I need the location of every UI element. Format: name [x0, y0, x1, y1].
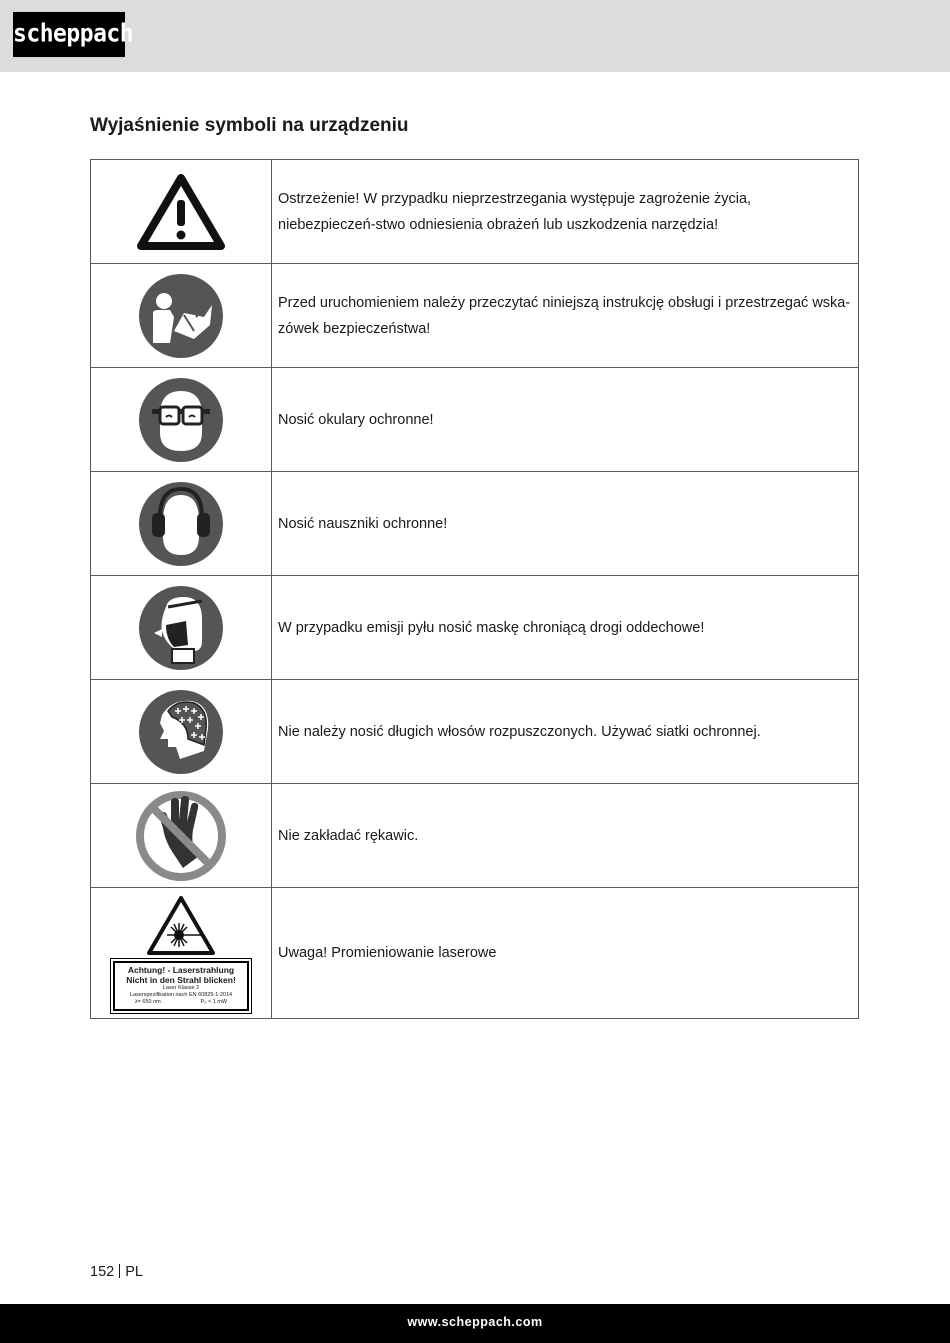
icon-cell	[91, 680, 272, 784]
laser-label-line: Nicht in den Strahl blicken!	[126, 975, 236, 985]
table-row	[91, 368, 859, 472]
page-title: Wyjaśnienie symboli na urządzeniu	[90, 115, 409, 136]
icon-cell	[91, 264, 272, 368]
laser-label-line: Achtung! - Laserstrahlung	[127, 965, 235, 975]
laser-wavelength: λ= 650 nm	[134, 999, 161, 1005]
page-language: PL	[125, 1264, 143, 1280]
icon-cell	[91, 368, 272, 472]
table-row	[91, 888, 859, 1019]
table-row	[91, 264, 859, 368]
laser-label-specs	[115, 999, 247, 1006]
symbol-description: Nie zakładać rękawic.	[272, 784, 859, 888]
hair-net-icon	[138, 689, 224, 775]
icon-cell	[91, 888, 272, 1019]
laser-warning-icon	[146, 895, 216, 957]
ear-protection-icon	[138, 481, 224, 567]
warning-triangle-icon	[136, 172, 226, 252]
page-footer	[0, 1304, 950, 1343]
symbol-description: Nosić nauszniki ochronne!	[272, 472, 859, 576]
symbol-description: Uwaga! Promieniowanie laserowe	[272, 888, 859, 1019]
laser-class-label	[113, 961, 249, 1011]
symbol-description: Ostrzeżenie! W przypadku nieprzestrzegania występuje zagrożenie życia, niebezpieczeń-stwo odniesienia obrażeń lub uszkodzenia narzędzia!	[272, 160, 859, 264]
symbol-description: W przypadku emisji pyłu nosić maskę chroniącą drogi oddechowe!	[272, 576, 859, 680]
symbol-description: Przed uruchomieniem należy przeczytać niniejszą instrukcję obsługi i przestrzegać wska-zówek bezpieczeństwa!	[272, 264, 859, 368]
table-row	[91, 576, 859, 680]
dust-mask-icon	[138, 585, 224, 671]
footer-url[interactable]: www.scheppach.com	[407, 1315, 543, 1329]
page-number: 152	[90, 1264, 115, 1280]
symbol-description: Nie należy nosić długich włosów rozpuszczonych. Używać siatki ochronnej.	[272, 680, 859, 784]
page-number-block	[90, 1264, 143, 1280]
symbol-table	[90, 159, 859, 1019]
icon-cell	[91, 576, 272, 680]
read-manual-icon	[138, 273, 224, 359]
icon-cell	[91, 160, 272, 264]
laser-label-line: Laser Klasse 2	[162, 985, 200, 991]
icon-cell	[91, 472, 272, 576]
page-separator	[119, 1264, 120, 1278]
page-header	[0, 0, 950, 72]
table-row	[91, 784, 859, 888]
scheppach-logo: scheppach	[13, 12, 125, 57]
table-row	[91, 680, 859, 784]
safety-goggles-icon	[138, 377, 224, 463]
icon-cell	[91, 784, 272, 888]
laser-power: P₀ < 1 mW	[200, 999, 228, 1005]
symbol-description: Nosić okulary ochronne!	[272, 368, 859, 472]
no-gloves-icon	[135, 790, 227, 882]
laser-label-line: Laserspezifikation nach EN 60825-1:2014	[129, 992, 233, 998]
table-row	[91, 472, 859, 576]
table-row	[91, 160, 859, 264]
